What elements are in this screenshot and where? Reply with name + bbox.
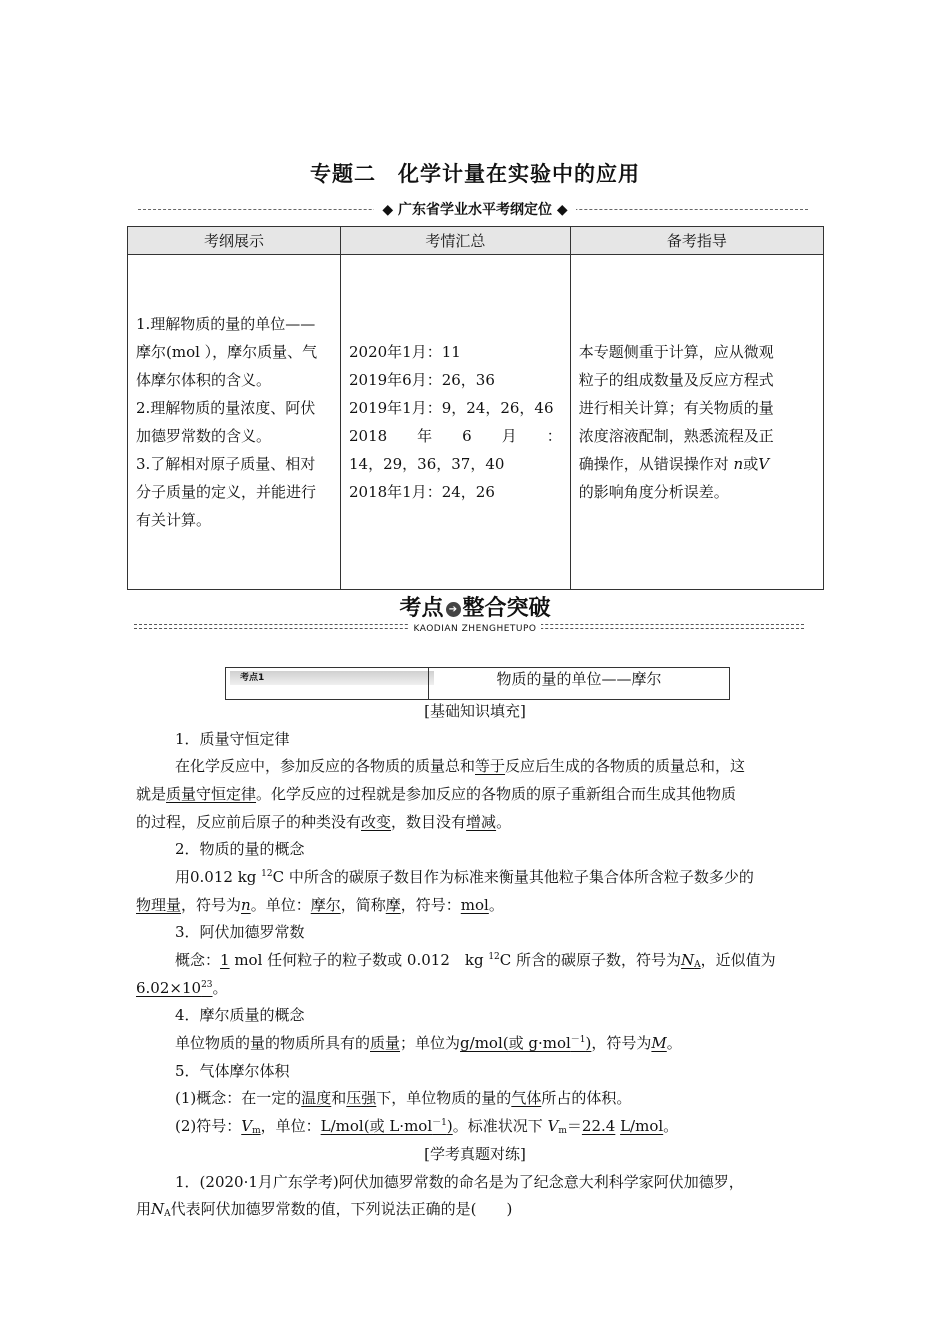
topic-4-heading: 4．摩尔质量的概念	[175, 1006, 305, 1024]
topic-5-heading: 5．气体摩尔体积	[175, 1062, 290, 1080]
question-1: 1．(2020·1月广东学考)阿伏加德罗常数的命名是为了纪念意大利科学家阿伏加德罗，	[175, 1173, 744, 1191]
text-line: 在化学反应中，参加反应的各物质的质量总和等于反应后生成的各物质的质量总和，这	[175, 757, 746, 775]
header-guide: 备考指导	[570, 227, 823, 255]
text-line: 就是质量守恒定律。化学反应的过程就是参加反应的各物质的原子重新组合而生成其他物质	[136, 785, 737, 803]
section-title: 考点 ➔ 整合突破	[399, 596, 551, 621]
exam-banner: ◆ 广东省学业水平考纲定位 ◆	[0, 199, 950, 219]
summary-cell: 2020年1月：11 2019年6月：26，36 2019年1月：9，24，26，46 2018 年 6 月 ： 14，29，36，37，40 2018年1月：24，26	[341, 255, 571, 590]
topic-1-heading: 1．质量守恒定律	[175, 730, 290, 748]
text-line: 概念：1 mol 任何粒子的粒子数或 0.012 kg $^{12}$C 所含的碳原子数，符号为$N_A$，近似值为	[175, 951, 776, 970]
header-summary: 考情汇总	[341, 227, 571, 255]
text-line: 单位物质的量的物质所具有的质量；单位为g/mol(或 g·mol$^{-1}$)，符号为M。	[175, 1034, 682, 1052]
header-outline: 考纲展示	[128, 227, 341, 255]
text-line: (1)概念：在一定的温度和压强下，单位物质的量的气体所占的体积。	[175, 1089, 632, 1107]
page-title: 专题二 化学计量在实验中的应用	[310, 162, 640, 186]
text-line: 的过程，反应前后原子的种类没有改变，数目没有增减。	[136, 813, 512, 831]
section-subtitle: KAODIAN ZHENGHETUPO	[0, 620, 950, 635]
kaodian-box	[225, 667, 730, 700]
text-line: (2)符号：$V_m$，单位：L/mol(或 L·mol$^{-1}$)。标准状况下 $V_m=22.4$ L/mol。	[175, 1117, 679, 1136]
outline-table	[127, 226, 824, 590]
kaodian-name: 物质的量的单位——摩尔	[496, 670, 662, 688]
topic-3-heading: 3．阿伏加德罗常数	[175, 923, 305, 941]
arrow-icon: ➔	[446, 602, 461, 617]
guide-cell: 本专题侧重于计算，应从微观 粒子的组成数量及反应方程式 进行相关计算；有关物质的量 浓度溶液配制，熟悉流程及正 确操作，从错误操作对 n或V 的影响角度分析误差。	[570, 255, 823, 590]
text-line: 物理量，符号为n。单位：摩尔，简称摩，符号：mol。	[136, 896, 504, 914]
practice-header: [学考真题对练]	[424, 1145, 526, 1163]
outline-cell: 1.理解物质的量的单位—— 摩尔(mol ），摩尔质量、气 体摩尔体积的含义。 2.理解物质的量浓度、阿伏 加德罗常数的含义。 3.了解相对原子质量、相对 分子质量的定义，并能进行 有关计算。	[128, 255, 341, 590]
text-line: 用$N_A$代表阿伏加德罗常数的值，下列说法正确的是( )	[136, 1200, 513, 1219]
kaodian-tag: 考点1	[230, 671, 434, 685]
text-line: 用0.012 kg $^{12}$C 中所含的碳原子数目作为标准来衡量其他粒子集合体所含粒子数多少的	[175, 868, 754, 886]
topic-2-heading: 2．物质的量的概念	[175, 840, 305, 858]
text-line: $6.02\times 10^{23}$。	[136, 979, 228, 997]
basic-knowledge-header: [基础知识填充]	[424, 702, 526, 720]
